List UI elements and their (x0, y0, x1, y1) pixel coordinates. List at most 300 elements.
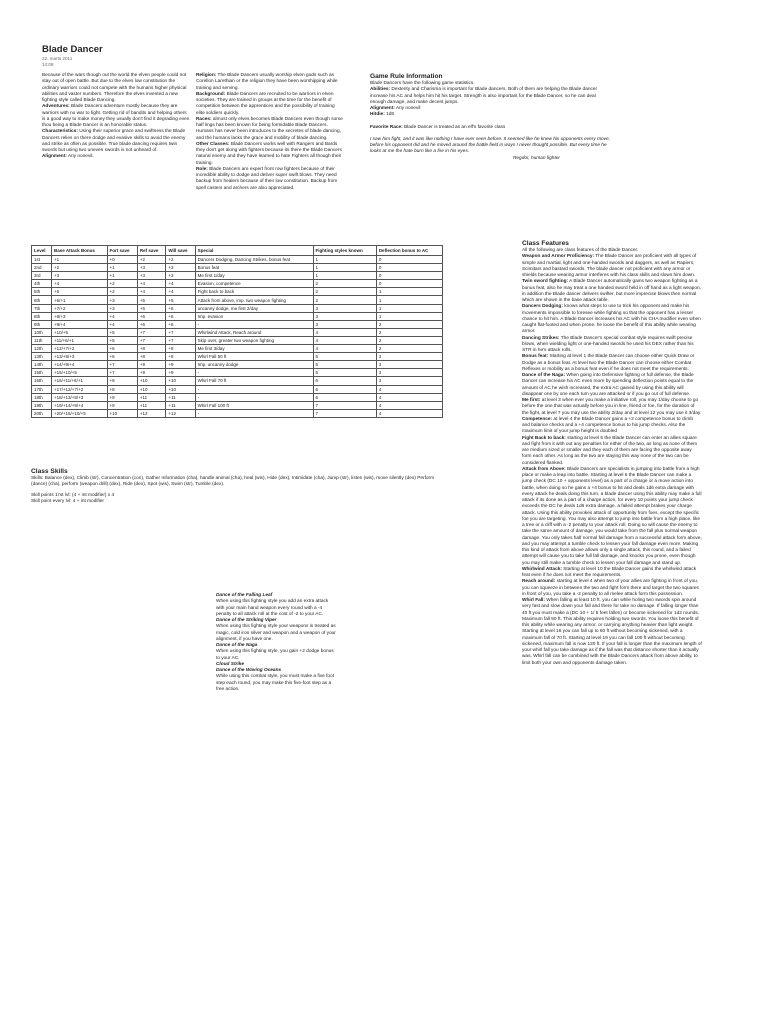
table-cell: +6 (107, 345, 137, 353)
table-cell: +7 (107, 369, 137, 377)
intro-paragraph: Because of the wars though out the world the elven people could not stay out of open battle. But due to the elves low constitution the ordinary warriors could not compete with the humans higher physical abilities and vaster numbers. Therefore the elves invented a new fighting style called Blade Dancing. (42, 73, 187, 103)
rules-items (370, 87, 610, 118)
class-feature-label: Dancing Strikes: (522, 335, 560, 341)
lore-section-paragraph (196, 167, 344, 192)
table-row (32, 320, 443, 328)
table-header-cell: Base Attack Bonus (52, 246, 108, 256)
rules-item-paragraph (370, 112, 610, 118)
table-cell: +3 (166, 264, 195, 272)
class-skills-list: Skills: Balance (dex), Climb (str), Concentration (con), Gather Information (cha), handle animal (cha), heal (wis), Hide (dex), Intimidate (cha), Jump (str), listen (wis), move silently (dex) Perform (dance) (cha), perform (weapon drill) (dex), Ride (dex), Spot (wis), Swim (str), Tumble (dex). (31, 476, 435, 488)
table-cell: +9 (107, 393, 137, 401)
rules-item-text: Dexterity and Charisma is important for Blade dancers. Both of them are helping the Blade dancer increase his AC and helps him hit his target. Strength is also important for the Blade Dancer, so he can deal enough damage, and make decent jumps. (370, 87, 598, 105)
skill-points-first: Skill points 1\'st lvl: (4 + int modifier) x 4 (31, 492, 115, 498)
class-feature-label: Dance of the Naga: (522, 373, 566, 378)
table-row (32, 369, 443, 377)
document-date: 22. marts 2011 (42, 56, 73, 61)
table-cell: 5 (313, 353, 376, 361)
table-header-cell: Deflection bonus to AC (376, 246, 442, 256)
table-cell: 2nd (32, 264, 52, 272)
table-cell: 6th (32, 296, 52, 304)
class-feature-paragraph (522, 398, 702, 417)
table-row (32, 256, 443, 264)
table-cell: 3 (376, 353, 442, 361)
class-feature-paragraph (522, 579, 702, 598)
table-cell: Imp. uncanny dodge (195, 361, 313, 369)
table-cell: +8 (107, 377, 137, 385)
table-cell: +4 (137, 280, 165, 288)
class-feature-text: A Blade Dancer automatically gains two weapon fighting as a bonus feat, also he may treat a one handed sword held in off hand as a light weapon, in addition the Blade dancer delivers swifter, but more imprecise blows then normal which are shown in the base attack table. (522, 279, 701, 303)
lore-section-label: Religion: (196, 73, 217, 78)
class-features-column (522, 240, 702, 667)
table-cell: 3rd (32, 272, 52, 280)
table-cell: +13/+8/+3 (52, 353, 108, 361)
class-feature-label: Whirlwind Attack: (522, 566, 562, 572)
table-cell: 16th (32, 377, 52, 385)
class-feature-label: Bonus feat: (522, 354, 549, 360)
table-cell: 13th (32, 353, 52, 361)
table-cell: Imp. evasion (195, 312, 313, 320)
table-cell: 1 (313, 264, 376, 272)
table-cell: Fight back to back (195, 288, 313, 296)
table-cell: +20/+15/+10/+5 (52, 409, 108, 417)
table-cell: 4 (376, 385, 442, 393)
fighting-style-name: Dance of the Waving Oceans (216, 668, 282, 673)
class-feature-text: The Blade Dancer's special combat style requires swift precise blows, when wielding light or one-handed swords he used his DEX rather than his STR in he's attack rolls. (522, 335, 694, 353)
class-skills-heading: Class Skills (31, 468, 68, 475)
class-feature-text: When falling at least 10 ft. you can while holing two swords spin around very fast and slow down your fall and there for take no damage. If falling longer than 40 ft you must make a (DC 10 + 1/ 5 feet fallen) or become sickened for 1d2 rounds, Maximum fall 50 ft. This ability requires holding two swords. You loose this benefit of this ability while wearing any armor, or carrying anything heavier than light weight. Starting at level 16 you can fall up to 60 ft without becoming sickened, with a maximum fall of 70 ft. Starting at level 19 you can fall 100 ft without becoming sickened, maximum fall is now 120 ft. If your fall is longer than the maximum length of your whirl fall you take damage as if the fall was that distance shorter than it actually was. Whirl fall can be combined with the Blade Dancers attack from above ability, to limit both your own and opponents damage taken. (522, 598, 702, 666)
table-header-cell: Fort save (107, 246, 137, 256)
table-cell: +3 (137, 264, 165, 272)
table-row (32, 336, 443, 344)
lore-section-text: almost only elves becomes Blade Dancers even though some half lings has been known for being formidable Blade Dancers. Humans has never been introduces to the secretes of blade dancing, and the humans lacks the grace and mobility of blade dancing. (196, 116, 343, 141)
fighting-styles-column (216, 593, 336, 693)
table-cell: 4th (32, 280, 52, 288)
table-cell: 3 (376, 377, 442, 385)
lore-sections (196, 73, 344, 192)
lore-section-label: Races: (196, 116, 212, 122)
class-feature-label: Fight Back to back: (522, 435, 566, 441)
table-cell: 0 (376, 264, 442, 272)
table-cell: +9 (137, 361, 165, 369)
table-row (32, 393, 443, 401)
table-cell: 17th (32, 385, 52, 393)
fighting-style-name: Dance of the Falling Leaf (216, 593, 273, 598)
table-cell: 1 (313, 256, 376, 264)
lore-section-label: Role: (196, 166, 208, 172)
intro-section-paragraph (42, 104, 190, 129)
fighting-style-name: Dance of the Striking Viper (216, 618, 277, 623)
class-feature-label: Dancers Dodging: (522, 304, 563, 310)
table-cell: 15th (32, 369, 52, 377)
table-cell: Attack from above, imp. two weapon fighting (195, 296, 313, 304)
table-cell: +12 (166, 409, 195, 417)
table-cell: 1st (32, 256, 52, 264)
table-cell: +6/+1 (52, 296, 108, 304)
table-cell: 3 (376, 369, 442, 377)
document-time: 14:08 (42, 62, 54, 68)
lore-section-label: Other Classes: (196, 141, 230, 147)
table-row (32, 345, 443, 353)
document-title: Blade Dancer (42, 44, 103, 55)
fighting-style-name: Cloud Strike (216, 661, 244, 667)
table-cell: 8th (32, 312, 52, 320)
table-cell: +3 (52, 272, 108, 280)
lore-section-text: Blade Dancers are expert front row fighters because of their incredible ability to dodge and deliver super swift blows. They need backup from healers because of their low constitution. Backup from spell casters and archers are also appreciated. (196, 166, 338, 191)
table-cell: Dancers Dodging, Dancing Strikes, bonus feat (195, 256, 313, 264)
table-cell: +9/+4 (52, 320, 108, 328)
table-cell: - (195, 369, 313, 377)
class-feature-label: Twin sword fighting: (522, 279, 569, 285)
table-cell: +1 (107, 272, 137, 280)
table-cell: 14th (32, 361, 52, 369)
table-cell: Skip over, greater two weapon fighting (195, 336, 313, 344)
table-cell: - (195, 385, 313, 393)
table-header-cell: Special (195, 246, 313, 256)
table-cell: +5 (52, 288, 108, 296)
table-cell: 6 (313, 385, 376, 393)
table-row (32, 280, 443, 288)
table-cell: 2 (376, 345, 442, 353)
table-cell: Evasion, competence (195, 280, 313, 288)
table-cell: 19th (32, 401, 52, 409)
table-cell: +8 (107, 385, 137, 393)
lore-section-paragraph (196, 92, 344, 117)
table-cell: 4 (376, 401, 442, 409)
table-cell: +6 (107, 353, 137, 361)
table-cell: +9 (107, 401, 137, 409)
table-cell: +6 (137, 312, 165, 320)
table-cell: Me first 3/day (195, 345, 313, 353)
class-feature-paragraph (522, 336, 702, 355)
class-feature-paragraph (522, 373, 702, 398)
table-cell: 2 (376, 320, 442, 328)
fighting-style-text: While using this combat style, you must make a five foot step each round, you may make this five-foot step as a free action. (216, 674, 335, 692)
table-cell: +6 (166, 312, 195, 320)
favorite-race-text: Blade Dancer is treated as an elf's favorite class (402, 124, 506, 130)
table-cell: +7 (166, 328, 195, 336)
table-cell: Whirl Fall 100 ft (195, 401, 313, 409)
intro-section-label: Characteristics: (42, 129, 78, 135)
table-cell: +6 (137, 320, 165, 328)
table-cell: +4 (166, 280, 195, 288)
class-feature-text: at level 3 when ever you make a initiative roll, you may 1/day choose to go before the one that was actually before you in line, friend or foe, for the duration of the fight, at level 7 you may use the ability 2/day and at level 12 you may use it 3/day. (522, 398, 702, 416)
lore-section-paragraph (196, 117, 344, 142)
table-cell: 0 (376, 280, 442, 288)
intro-section-text: Any nonevil. (66, 154, 94, 160)
class-features-list (522, 254, 702, 667)
lore-section-paragraph (196, 73, 344, 92)
class-skills-section (31, 468, 441, 505)
skill-points-level: Skill point every lvl: 4 + int modifier (31, 498, 104, 504)
class-feature-label: Attack from Above: (522, 466, 566, 472)
class-feature-text: Blade Dancers are specialists in jumping into battle from a high place or make a leap into battle. Starting at level 6 the Blade Dancer can make a jump check (DC 10 + opponents level) as a part of a charge or a move action into battle, when doing so he gains a +4 bonus to hit and deals 1d6 extra damage with every attack he deals doing this turn, a blade dancer using this ability may make a full attack if its done as a part of a charge action, for every 10 points your jump check exceeds the DC he deals 1d6 extra damage. a failed attempt brakes your charge attack. Using this ability provokes attack of opportunity from foes, except the specific foe you are targeting. You may also attempt to jump into battle from a high place, like a tree or a cliff with a -2 penalty to your attack roll. Doing so will cause the enemy to take the same amount of damage, you would take from the fall plus normal weapon damage. You only takes half normal fall damage from a successful attack form above, and you may attempt a tumble check to lessen your fall damage even more. Making this kind of attack from above allows only a single attack, this round, and a failed attempt will cause you to take full fall damage, and knocks you prone, even though you may still make a tumble check to lessen your fall damage and stand up. (522, 466, 702, 566)
class-feature-text: When going into Defensive fighting or full defense, the Blade Dancer can increase his AC even more by spending deflection points equal to the amount of AC he wish increased, the extra AC gained by using this ability will disappear one by one each turn you are attacked or if you go out of full defense. (522, 373, 694, 397)
table-cell: 20th (32, 409, 52, 417)
table-cell: +5 (166, 296, 195, 304)
table-cell: +2 (107, 280, 137, 288)
class-features-heading: Class Features (522, 240, 569, 247)
table-cell: +0 (107, 256, 137, 264)
rules-item-text: 1d8 (384, 112, 395, 118)
table-cell: 7 (313, 401, 376, 409)
class-feature-label: Reach around: (522, 579, 556, 585)
rules-item-label: Hitdie: (370, 112, 385, 118)
table-cell: +11/+6/+1 (52, 336, 108, 344)
class-feature-text: Starting at level 1 the Blade Dancer can choose either Quick Draw or Dodge as a bonus feat. At level two the Blade Dancer can choose either Combat Reflexes or mobility as a bonus feat even if he does not meet the requirements. (522, 354, 695, 372)
class-feature-paragraph (522, 567, 702, 580)
table-cell: +8 (137, 353, 165, 361)
lore-section-label: Background: (196, 91, 226, 97)
class-feature-paragraph (522, 598, 702, 667)
table-cell: +3 (166, 272, 195, 280)
table-header-cell: Level (32, 246, 52, 256)
table-body (32, 256, 443, 418)
fighting-style-text: When using this fighting style your weapons is treated as magic, cold iron silver and weapon and a weapon of your alignment, if you have one. (216, 624, 336, 642)
table-cell: +7 (166, 336, 195, 344)
fighter-quote: I saw him fight, and it was like nothing I have ever seen before. It seemed like he knew his opponents every move, before his opponent did and he moved around the battle field in ways I never thought possible. But every time he looks at me the hate burn like a fire in his eyes. (370, 136, 611, 155)
rules-item-label: Abilities: (370, 87, 391, 93)
table-cell: 0 (376, 256, 442, 264)
table-cell: +7 (137, 336, 165, 344)
rules-intro: Blade Dancers have the following game statistics. (370, 81, 475, 86)
table-cell: +10 (166, 385, 195, 393)
favorite-race-label: Favorite Race: (370, 124, 403, 130)
table-cell: 4 (313, 336, 376, 344)
table-cell: 2 (376, 336, 442, 344)
class-feature-paragraph (522, 417, 702, 436)
table-cell: +6 (166, 304, 195, 312)
table-cell: - (195, 393, 313, 401)
intro-section-text: Blade Dancers adventure mostly because they are warriors with no war to fight. Getting rid of bandits and helping others is a good way to make money they usually don't find it degrading even thou being a Blade Dancer is an honorable status. (42, 104, 190, 128)
table-row (32, 304, 443, 312)
class-feature-text: at level 4 the Blade Dancer gains a +2 competence bonus to climb and balance checks and a +4 competence bonus to his jump checks. Also the maximum limit of your jump height is doubled (522, 416, 693, 435)
table-row (32, 328, 443, 336)
table-cell: +2 (137, 256, 165, 264)
table-cell: - (195, 409, 313, 417)
intro-section-label: Alignment: (42, 154, 67, 160)
rules-item-label: Alignment: (370, 106, 395, 111)
level-progression-table (31, 245, 443, 418)
table-cell: +4 (137, 288, 165, 296)
class-feature-paragraph (522, 304, 702, 335)
class-feature-paragraph (522, 279, 702, 304)
table-header-row (32, 246, 443, 256)
table-cell: 1 (376, 296, 442, 304)
table-cell: 5th (32, 288, 52, 296)
table-row (32, 401, 443, 409)
table-row (32, 409, 443, 417)
table-cell: +2 (52, 264, 108, 272)
table-cell: 10th (32, 328, 52, 336)
table-row (32, 264, 443, 272)
table-cell: +4 (107, 312, 137, 320)
table-row (32, 312, 443, 320)
class-feature-label: Whirl Fall: (522, 598, 545, 603)
table-cell: +10 (137, 385, 165, 393)
table-cell: 5 (313, 369, 376, 377)
quote-attribution: Regdor, human fighter (512, 155, 560, 161)
rules-heading: Game Rule Information (370, 73, 443, 80)
table-cell: Bonus feat (195, 264, 313, 272)
table-cell: 2 (313, 296, 376, 304)
table-cell: +4 (52, 280, 108, 288)
table-cell: uncanny dodge, me first 2/day (195, 304, 313, 312)
table-cell: 3 (313, 304, 376, 312)
table-cell: 1 (376, 288, 442, 296)
class-feature-paragraph (522, 436, 702, 467)
table-cell: +7/+2 (52, 304, 108, 312)
table-cell: +3 (137, 272, 165, 280)
lore-section-text: Blade Dancers works well with Rangers and Bards they don't get along with fighters because its there the Blade Dancers natural enemy and they have learned to hate Fighters all though their training. (196, 141, 342, 166)
table-cell: 11th (32, 336, 52, 344)
table-cell: Me first 1/day (195, 272, 313, 280)
table-cell: +10 (166, 377, 195, 385)
class-feature-text: The Blade Dancer are proficient with all types of simple and martial, light and one-handed swords and daggers, as well as Rapiers, Scimitars and bastard swords. The blade dancer not proficient with any armor or shields because wearing armor interferes with his class skills and slows him down. (522, 254, 697, 278)
table-cell: +9 (166, 361, 195, 369)
lore-column (196, 73, 344, 192)
table-cell: +5 (137, 304, 165, 312)
table-cell: 4 (376, 393, 442, 401)
table-header-cell: Will save (166, 246, 195, 256)
table-cell: +12 (137, 409, 165, 417)
table-cell: 2 (313, 280, 376, 288)
table-cell: +3 (107, 304, 137, 312)
table-cell: 7th (32, 304, 52, 312)
table-cell: +4 (107, 320, 137, 328)
table-cell: 0 (376, 272, 442, 280)
table-cell: +9 (166, 369, 195, 377)
fighting-style-name: Dance of the Naga (216, 643, 258, 648)
table-cell: +6 (166, 320, 195, 328)
table-row (32, 353, 443, 361)
table-cell: +1 (107, 264, 137, 272)
class-feature-label: Competence: (522, 416, 553, 422)
table-cell: +7 (107, 361, 137, 369)
table-cell: +11 (137, 393, 165, 401)
table-cell: +11 (166, 393, 195, 401)
favorite-race (370, 125, 610, 131)
intro-column (42, 73, 190, 161)
class-feature-text: knows what steps to use to trick his opponent and make his movements impossible to foresee while fighting so that the opponent has a lesser chance to hit him. A Blade Dancer increases his AC with his CHA modifier even when caught flat-footed and when prone. he loose the benefit of this ability while wearing armor. (522, 304, 701, 335)
table-cell: +8 (166, 345, 195, 353)
table-cell: +3 (107, 296, 137, 304)
class-feature-paragraph (522, 354, 702, 373)
table-cell: +12/+7/+2 (52, 345, 108, 353)
class-feature-text: Starting at level 10 the Blade Dancer gains the whirlwind attack feat even if he does not meet the requirements. (522, 566, 697, 578)
table-cell: +16/+11/+6/+1 (52, 377, 108, 385)
table-cell: 2 (313, 288, 376, 296)
rules-item-paragraph (370, 87, 610, 106)
table-cell: 1 (376, 312, 442, 320)
fighting-styles-list (216, 593, 336, 693)
class-feature-label: Weapon and Armor Proficiency: (522, 254, 595, 260)
table-cell: 1 (313, 272, 376, 280)
table-cell: 2 (376, 328, 442, 336)
table-cell: 9th (32, 320, 52, 328)
lore-section-text: The Blade Dancers usually worship elven gods such as Corellon Larethian or the religion they have been worshipping while training and serving. (196, 73, 338, 91)
class-features-intro: All the following are class features of the Blade Dancer. (522, 248, 639, 253)
table-cell: +5 (137, 296, 165, 304)
fighting-style-text: When using this fighting style you add an extra attack with your main hand weapon every round with a -4 penalty to all attack roll at the cost of -2 to your AC. (216, 599, 329, 617)
table-row (32, 361, 443, 369)
table-cell: +2 (166, 256, 195, 264)
table-cell: +7 (137, 328, 165, 336)
class-feature-paragraph (522, 467, 702, 567)
table-cell: +8 (166, 353, 195, 361)
table-cell: +5 (107, 336, 137, 344)
table-cell: +9 (137, 369, 165, 377)
table-cell: +4 (166, 288, 195, 296)
table-cell: +11 (137, 401, 165, 409)
rules-column (370, 73, 610, 162)
table-cell: Whirl Fall 50 ft (195, 353, 313, 361)
table-cell: 12th (32, 345, 52, 353)
table-row (32, 272, 443, 280)
document-meta (42, 56, 72, 68)
table-header-cell: Ref save (137, 246, 165, 256)
table-cell: +8/+3 (52, 312, 108, 320)
table-cell: 3 (313, 320, 376, 328)
table-cell: 4 (313, 345, 376, 353)
intro-section-paragraph (42, 154, 190, 160)
table-row (32, 385, 443, 393)
table-cell: +11 (166, 401, 195, 409)
fighting-style-text: When using this fighting style, you gain +2 dodge bonus to your AC. (216, 649, 334, 661)
rules-item-text: Any nonevil (394, 106, 421, 111)
table-cell: +2 (107, 288, 137, 296)
class-feature-text: starting at level 5 the Blade Dancer can enter an allies square and fight from it with out any penalties for either of the two, as long as none of them are medium sized or smaller and they each of them are facing the opposite away form each other. As long as the two are staying this way none of the two can be considered flanked. (522, 435, 698, 466)
table-cell: 5 (313, 361, 376, 369)
class-feature-text: starting at level 4 when two of your allies are fighting in front of you, you can squeeze in between the two and fight form there and target the two squares in front of you, you take a -2 penalty to all melee attack form this possession. (522, 579, 699, 597)
table-cell: +10 (137, 377, 165, 385)
table-cell: 1 (376, 304, 442, 312)
class-feature-paragraph (522, 254, 702, 279)
table-cell: Whirl Fall 70 ft (195, 377, 313, 385)
table-cell: 3 (376, 361, 442, 369)
table-cell: +14/+9/+4 (52, 361, 108, 369)
table-cell: 4 (313, 328, 376, 336)
table-row (32, 296, 443, 304)
table-cell: 18th (32, 393, 52, 401)
table-cell: +8 (137, 345, 165, 353)
table-cell: +1 (52, 256, 108, 264)
table-cell: 4 (376, 409, 442, 417)
table-header-cell: Fighting styles known (313, 246, 376, 256)
table-row (32, 288, 443, 296)
table-cell: - (195, 320, 313, 328)
intro-section-label: Adventures: (42, 104, 70, 110)
table-cell: +18/+13/+8/+3 (52, 393, 108, 401)
lore-section-paragraph (196, 142, 344, 167)
intro-sections (42, 104, 190, 160)
class-feature-label: Me first: (522, 398, 541, 403)
intro-section-text: Using their superior grace and swiftness the Blade Dancers relies on there dodge and evasive skills to avoid the enemy and strike as often as possible. True blade dancing requires twin swords but using two uneven swords is not unheard of. (42, 129, 186, 153)
table-cell: 3 (313, 312, 376, 320)
table-cell: 6 (313, 377, 376, 385)
table-cell: +19/+14/+9/+4 (52, 401, 108, 409)
table-cell: Whirlwind Attack, Reach around (195, 328, 313, 336)
table-cell: +17/+12/+7/+2 (52, 385, 108, 393)
table-cell: 6 (313, 393, 376, 401)
table-cell: +5 (107, 328, 137, 336)
intro-section-paragraph (42, 129, 190, 154)
lore-section-text: Blade Dancers are recruited to be warriors in elven societies. They are trained in groups at the time for the benefit of competition between the apprentices and the possibility of training elite soldiers quickly. (196, 91, 335, 116)
table-cell: +15/+10/+5 (52, 369, 108, 377)
table-cell: 7 (313, 409, 376, 417)
table-cell: +10/+5 (52, 328, 108, 336)
table-cell: +10 (107, 409, 137, 417)
table-row (32, 377, 443, 385)
